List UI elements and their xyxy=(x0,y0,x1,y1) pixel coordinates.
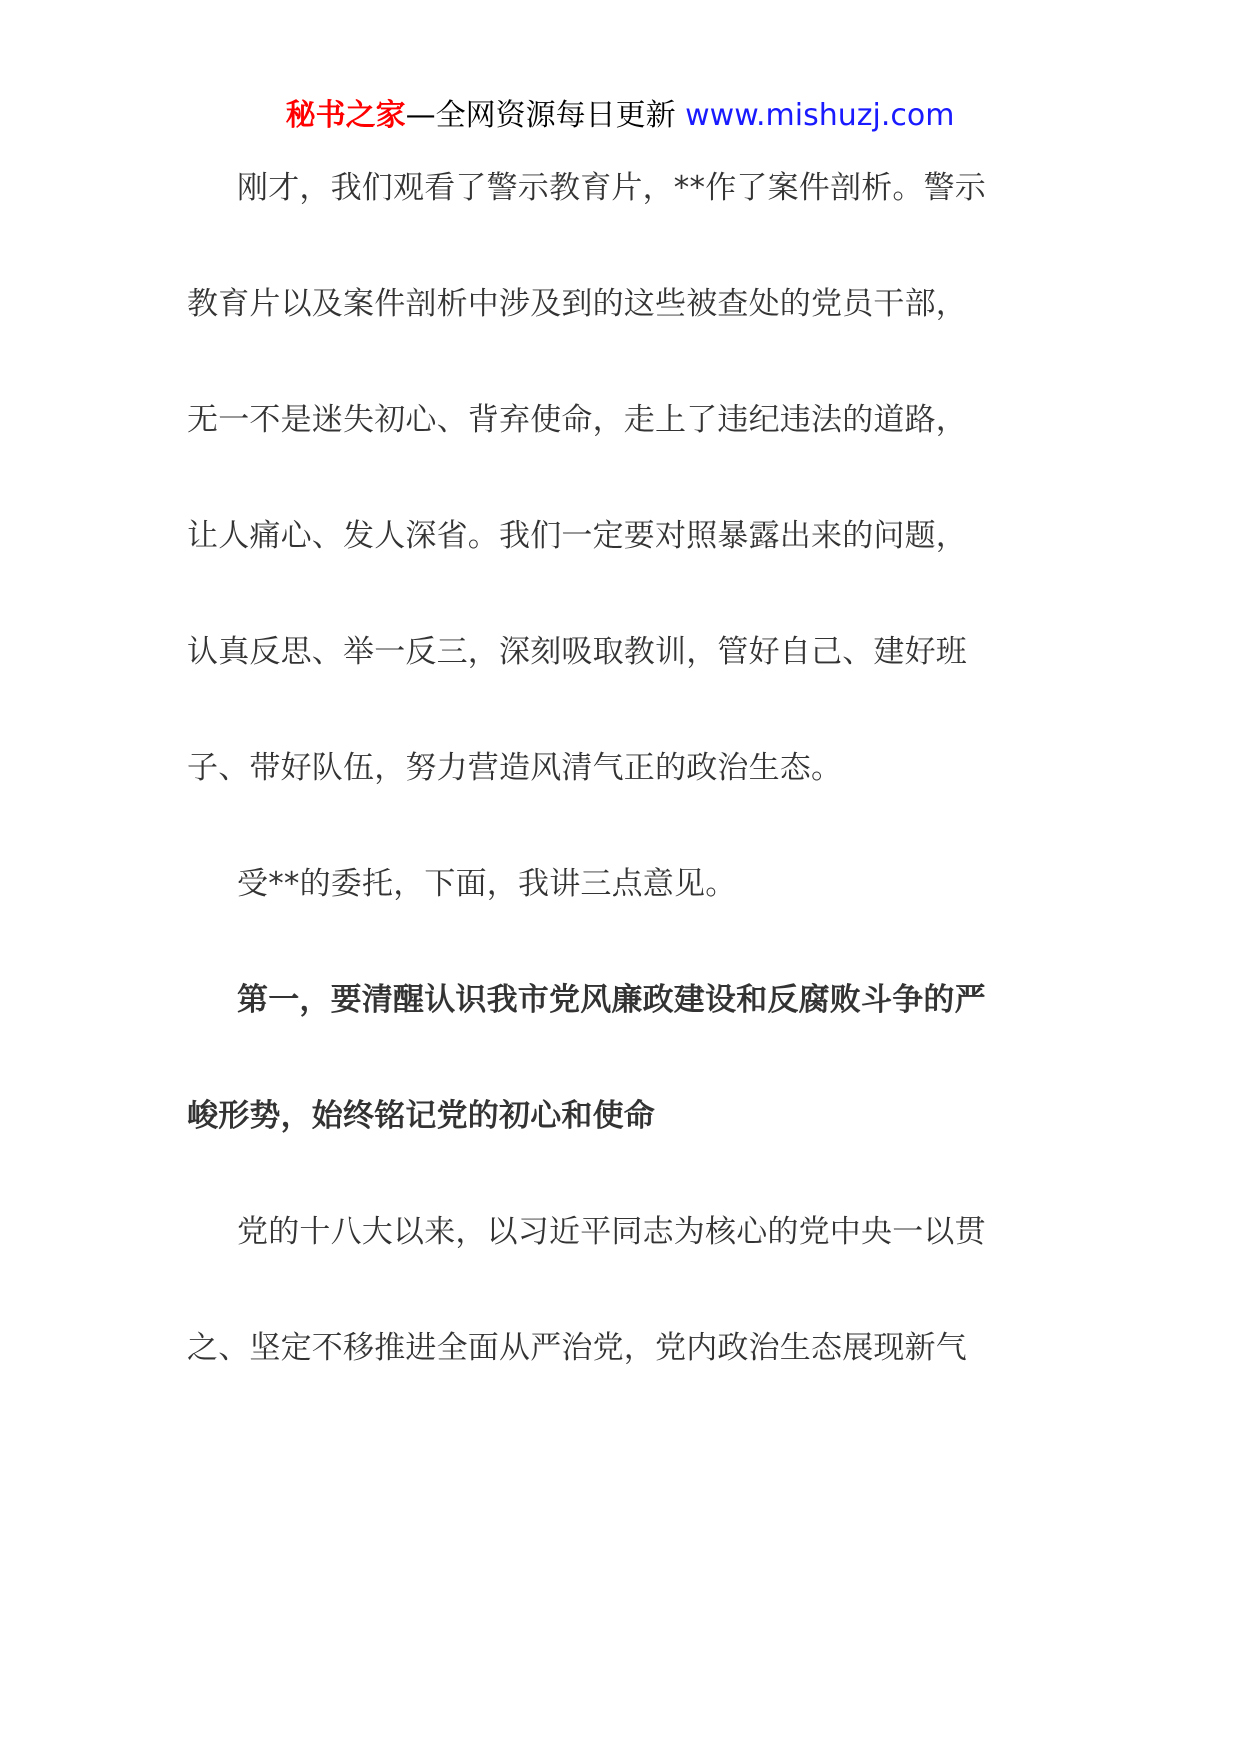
section-heading-line: 峻形势，始终铭记党的初心和使命 xyxy=(187,1098,655,1134)
paragraph-line: 受**的委托，下面，我讲三点意见。 xyxy=(237,866,737,902)
paragraph-line: 无一不是迷失初心、背弃使命，走上了违纪违法的道路， xyxy=(187,402,967,438)
paragraph-line: 刚才，我们观看了警示教育片，**作了案件剖析。警示 xyxy=(237,170,986,206)
brand-name: 秘书之家 xyxy=(285,98,406,133)
section-heading-line: 第一，要清醒认识我市党风廉政建设和反腐败斗争的严 xyxy=(237,982,986,1018)
paragraph-line: 教育片以及案件剖析中涉及到的这些被查处的党员干部， xyxy=(187,286,967,322)
paragraph-line: 让人痛心、发人深省。我们一定要对照暴露出来的问题， xyxy=(187,518,967,554)
paragraph-line: 之、坚定不移推进全面从严治党，党内政治生态展现新气 xyxy=(187,1330,967,1366)
site-url-link[interactable]: www.mishuzj.com xyxy=(685,98,955,133)
paragraph-line: 党的十八大以来，以习近平同志为核心的党中央一以贯 xyxy=(237,1214,986,1250)
header-slogan: —全网资源每日更新 xyxy=(405,98,676,133)
paragraph-line: 子、带好队伍，努力营造风清气正的政治生态。 xyxy=(187,750,843,786)
page-header xyxy=(0,96,1240,136)
paragraph-line: 认真反思、举一反三，深刻吸取教训，管好自己、建好班 xyxy=(187,634,967,670)
